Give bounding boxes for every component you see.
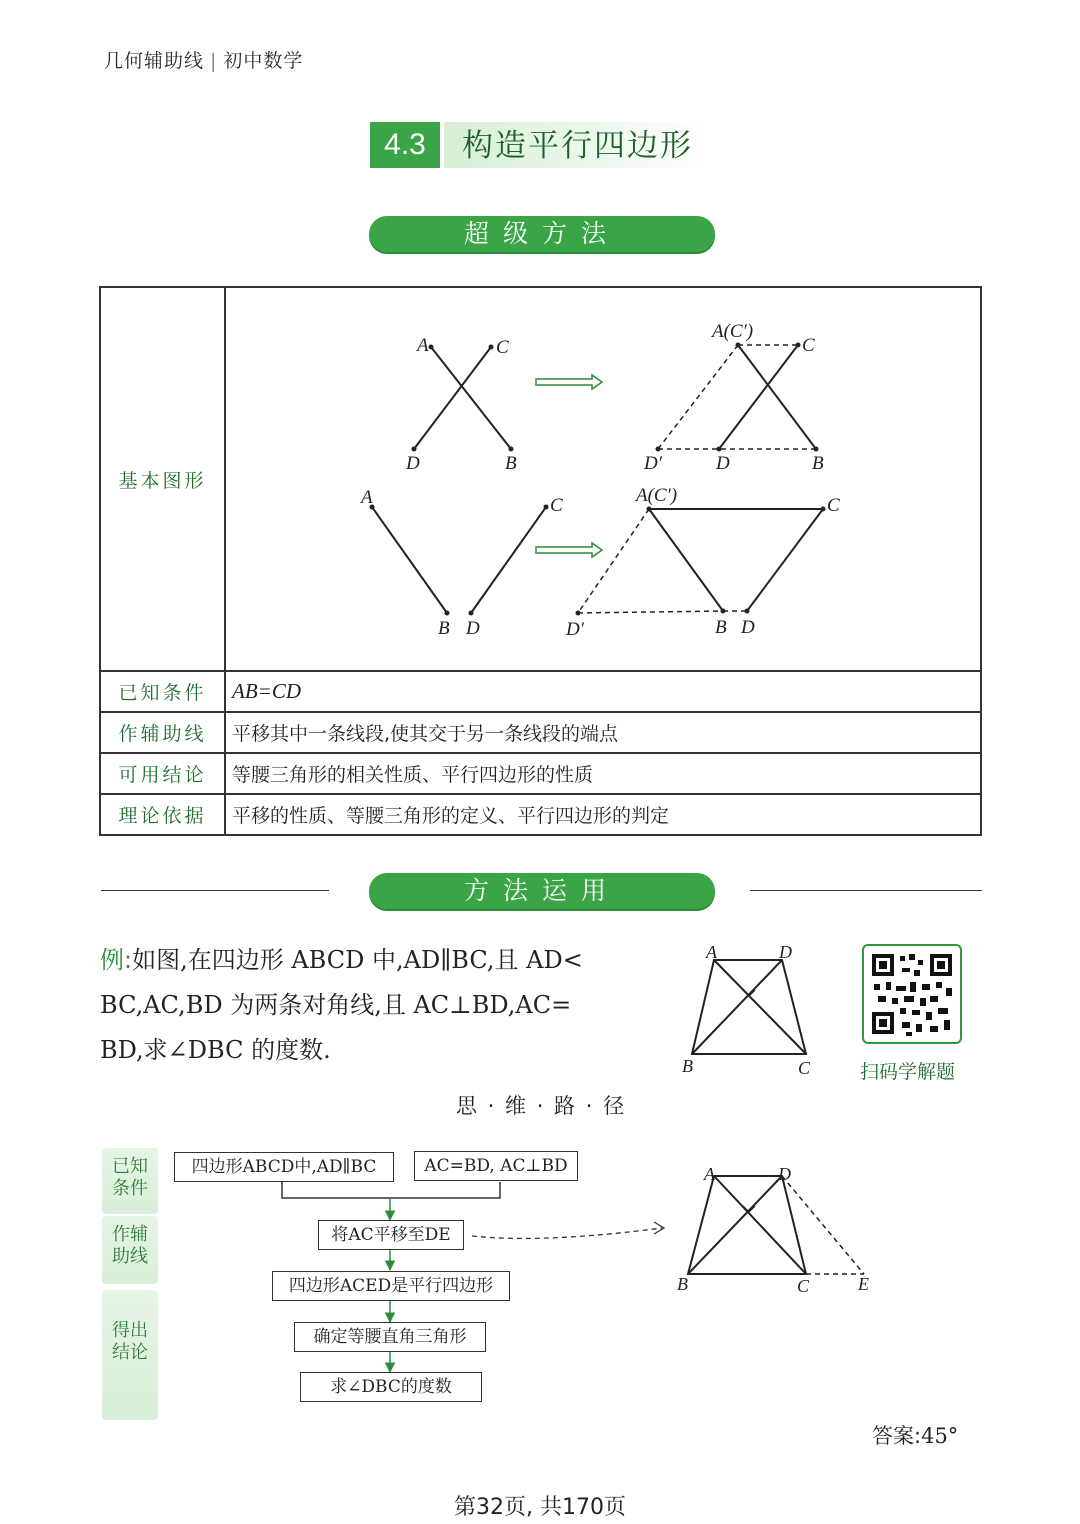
label-AC: A(C′) (636, 485, 678, 506)
label-AC: A(C′) (712, 321, 754, 342)
subject-title: 初中数学 (223, 50, 304, 72)
row-label: 可用结论 (100, 753, 225, 794)
label-A: A (417, 335, 429, 356)
flow-box-given-2: AC=BD, AC⊥BD (414, 1151, 578, 1181)
label-D: D (716, 453, 730, 474)
row-label: 理论依据 (100, 794, 225, 835)
book-title: 几何辅助线 (104, 50, 205, 72)
row-value: 平移的性质、等腰三角形的定义、平行四边形的判定 (225, 794, 981, 835)
row-label: 作辅助线 (100, 712, 225, 753)
section-number: 4.3 (370, 122, 440, 168)
side-label-aux (102, 1216, 158, 1284)
label-A: A (706, 942, 717, 962)
label-B: B (505, 453, 517, 474)
qr-code[interactable] (862, 944, 962, 1044)
example-problem (100, 938, 660, 1073)
label-E: E (858, 1274, 869, 1294)
figure-cross (414, 347, 511, 449)
flow-box-result: 求∠DBC的度数 (300, 1372, 482, 1402)
section-title: 构造平行四边形 (462, 128, 693, 164)
side-label-text: 得出 (112, 1320, 148, 1341)
table-row (100, 753, 981, 794)
label-Dp: D′ (566, 619, 584, 640)
dashed-arrow (472, 1228, 662, 1238)
answer (872, 1420, 958, 1450)
method-table (99, 286, 982, 836)
basic-figure-cell (225, 287, 981, 671)
label-A: A (704, 1164, 715, 1184)
row-label: 已知条件 (100, 671, 225, 712)
label-B: B (682, 1056, 693, 1076)
table-row (100, 712, 981, 753)
label-C: C (802, 335, 815, 356)
side-label-text: 作辅 (112, 1224, 148, 1245)
label-B: B (812, 453, 824, 474)
divider-left (101, 890, 329, 891)
label-C: C (550, 495, 563, 516)
label-D: D (779, 942, 792, 962)
trapezoid-diagram (676, 940, 826, 1080)
table-row (100, 287, 981, 671)
answer-value: 45° (921, 1424, 959, 1448)
side-label-text: 助线 (112, 1246, 148, 1267)
table-row (100, 671, 981, 712)
label-D: D (741, 617, 755, 638)
figure-v (372, 507, 546, 613)
side-label-text: 结论 (112, 1342, 148, 1363)
example-line-2: BC,AC,BD 为两条对角线,且 AC⊥BD,AC= (100, 991, 572, 1019)
row-value: AB=CD (225, 671, 981, 712)
page-footer: 第32页, 共170页 (454, 1495, 626, 1520)
side-label-conclusion (102, 1290, 158, 1420)
flow-box-aux: 将AC平移至DE (318, 1220, 464, 1250)
arrow-icon (536, 543, 602, 557)
row-label: 基本图形 (100, 287, 225, 671)
label-C: C (827, 495, 840, 516)
label-A: A (361, 487, 373, 508)
row-value: 平移其中一条线段,使其交于另一条线段的端点 (225, 712, 981, 753)
label-D: D (466, 618, 480, 639)
apply-pill: 方法运用 (369, 873, 715, 909)
flow-box-parallelogram: 四边形ACED是平行四边形 (272, 1271, 510, 1301)
answer-label: 答案: (872, 1424, 922, 1448)
figure-v-result (649, 509, 823, 611)
label-D: D (778, 1164, 791, 1184)
label-B: B (438, 618, 450, 639)
flow-box-isosceles: 确定等腰直角三角形 (294, 1322, 486, 1352)
example-line-3: BD,求∠DBC 的度数. (100, 1036, 331, 1064)
example-line (100, 938, 660, 983)
basic-figures (226, 289, 980, 669)
label-B: B (677, 1274, 688, 1294)
label-B: B (715, 617, 727, 638)
thinking-path-title: 思 · 维 · 路 · 径 (456, 1094, 627, 1118)
row-value: 等腰三角形的相关性质、平行四边形的性质 (225, 753, 981, 794)
label-Dp: D′ (644, 453, 662, 474)
running-header (104, 46, 303, 73)
example-tag: 例: (100, 946, 133, 974)
label-D: D (406, 453, 420, 474)
table-row (100, 794, 981, 835)
method-pill: 超级方法 (369, 216, 715, 252)
header-separator: | (210, 50, 218, 72)
solution-diagram (672, 1160, 882, 1300)
example-line-1: 如图,在四边形 ABCD 中,AD∥BC,且 AD< (132, 946, 583, 974)
figure-cross-result (719, 345, 816, 449)
qr-label: 扫码学解题 (860, 1061, 956, 1083)
label-C: C (496, 337, 509, 358)
side-label-text: 已知 (112, 1156, 148, 1177)
label-C: C (797, 1276, 810, 1296)
flow-box-given-1: 四边形ABCD中,AD∥BC (174, 1152, 394, 1182)
qr-icon (864, 946, 960, 1042)
arrow-icon (536, 375, 602, 389)
label-C: C (798, 1058, 811, 1078)
divider-right (750, 890, 982, 891)
side-label-known (102, 1148, 158, 1214)
side-label-text: 条件 (112, 1178, 148, 1199)
